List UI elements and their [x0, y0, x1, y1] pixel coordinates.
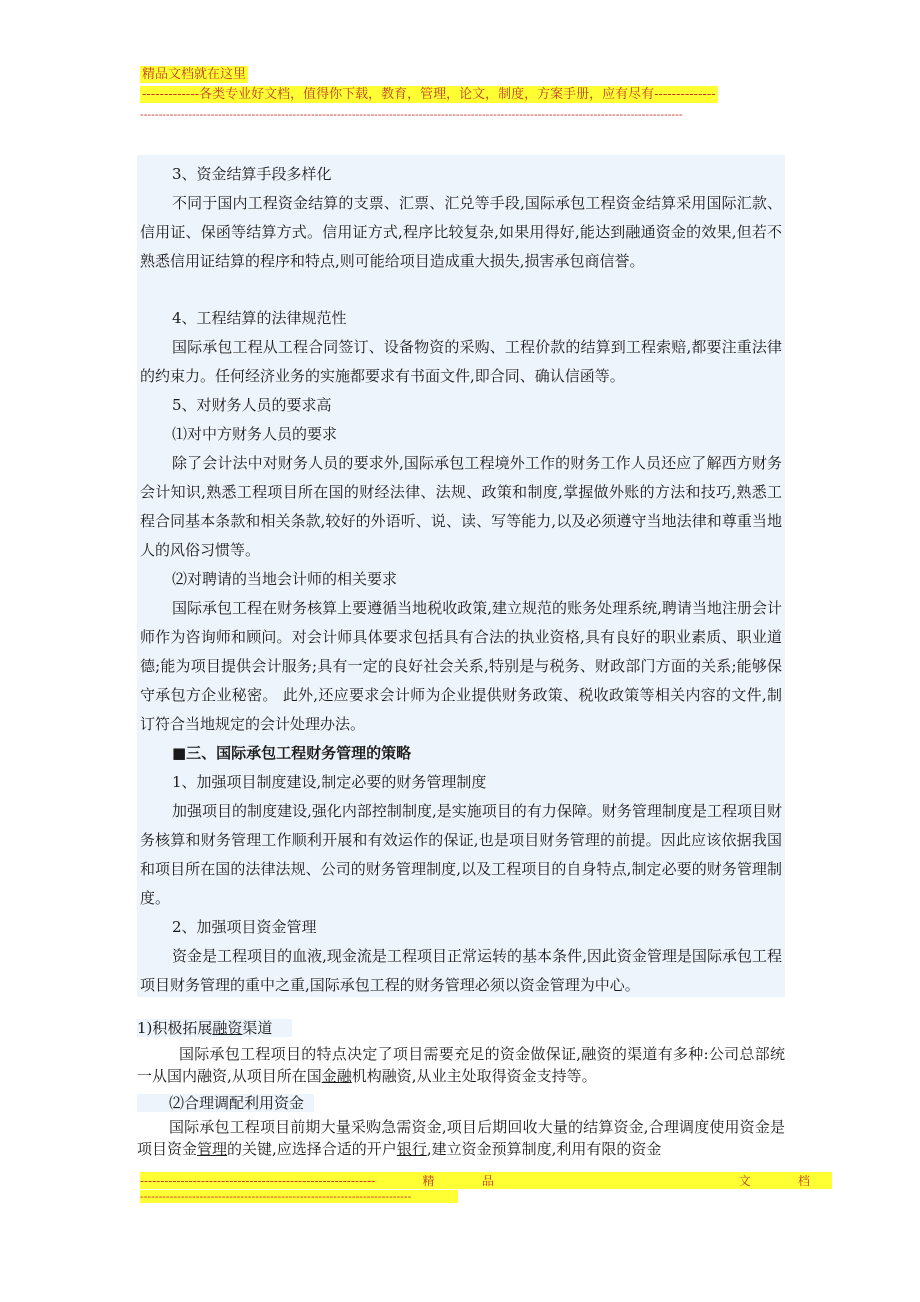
- link-financing[interactable]: 融资: [212, 1019, 243, 1037]
- paragraph-local-accountant: 国际承包工程在财务核算上要遵循当地税收政策,建立规范的账务处理系统,聘请当地注册会计师作为咨询师和顾问。对会计师具体要求包括具有合法的执业资格,具有良好的职业素质、职业道德;能为项目提供会计服务;具有一定的良好社会关系,特别是与税务、财政部门方面的关系;能够保守承包方企业秘密。 此外,还应要求会计师为企业提供财务政策、税收政策等相关内容的文件,制订符合当地规定的会计处理办法。: [140, 599, 782, 733]
- heading-legal-norms: 4、工程结算的法律规范性: [172, 309, 347, 327]
- heading-financing-a: 1)积极拓展: [137, 1019, 213, 1037]
- footer-char-4: 档: [797, 1174, 810, 1188]
- heading-fund-management: 2、加强项目资金管理: [172, 918, 317, 936]
- paragraph-fund-allocation: 国际承包工程项目前期大量采购急需资金,项目后期回收大量的结算资金,合理调度使用资金是项目资金管理的关键,应选择合适的开户银行,建立资金预算制度,利用有限的资金: [137, 1118, 785, 1158]
- section-title-strategies: ■三、国际承包工程财务管理的策略: [172, 744, 412, 762]
- link-management[interactable]: 管理: [197, 1139, 228, 1158]
- footer-char-1: 精: [422, 1174, 435, 1188]
- paragraph-fund-management: 资金是工程项目的血液,现金流是工程项目正常运转的基本条件,因此资金管理是国际承包工程项目财务管理的重中之重,国际承包工程的财务管理必须以资金管理为中心。: [140, 947, 782, 994]
- footer-divider: -------------------------------------------------------------------------: [140, 1190, 458, 1203]
- link-finance[interactable]: 金融: [321, 1066, 352, 1085]
- heading-system-building: 1、加强项目制度建设,制定必要的财务管理制度: [172, 773, 487, 791]
- document-body: [140, 160, 782, 1000]
- header-divider: --------------------------------------------------------------------------------------------------------------------------------------------------: [140, 108, 683, 121]
- header-banner: -------------各类专业好文档，值得你下载，教育，管理，论文，制度，方案手册，应有尽有--------------: [142, 87, 716, 102]
- spacer: [140, 276, 782, 304]
- paragraph-settlement-methods: 不同于国内工程资金结算的支票、汇票、汇兑等手段,国际承包工程资金结算采用国际汇款、信用证、保函等结算方式。信用证方式,程序比较复杂,如果用得好,能达到融通资金的效果,但若不熟悉信用证结算的程序和特点,则可能给项目造成重大损失,损害承包商信誉。: [140, 194, 782, 270]
- heading-settlement-methods: 3、资金结算手段多样化: [172, 165, 332, 183]
- heading-financing-b: 渠道: [242, 1019, 273, 1037]
- heading-fund-allocation: ⑵合理调配利用资金: [137, 1093, 785, 1115]
- paragraph-chinese-staff: 除了会计法中对财务人员的要求外,国际承包工程境外工作的财务工作人员还应了解西方财务会计知识,熟悉工程项目所在国的财经法律、法规、政策和制度,掌握做外账的方法和技巧,熟悉工程合同基本条款和相关条款,较好的外语听、说、读、写等能力,以及必须遵守当地法律和尊重当地人的风俗习惯等。: [140, 454, 782, 559]
- footer-dashes: ----------------------------------------------------------: [140, 1173, 376, 1188]
- paragraph-system-building: 加强项目的制度建设,强化内部控制制度,是实施项目的有力保障。财务管理制度是工程项目财务核算和财务管理工作顺利开展和有效运作的保证,也是项目财务管理的前提。因此应该依据我国和项目所在国的法律法规、公司的财务管理制度,以及工程项目的自身特点,制定必要的财务管理制度。: [140, 802, 782, 907]
- subheading-chinese-staff: ⑴对中方财务人员的要求: [172, 425, 338, 443]
- footer-banner: [140, 1172, 832, 1189]
- paragraph-legal-norms: 国际承包工程从工程合同签订、设备物资的采购、工程价款的结算到工程索赔,都要注重法律的约束力。任何经济业务的实施都要求有书面文件,即合同、确认信函等。: [140, 338, 782, 385]
- heading-staff-requirements: 5、对财务人员的要求高: [172, 396, 332, 414]
- header-title: 精品文档就在这里: [142, 67, 247, 82]
- footer-char-3: 文: [738, 1174, 751, 1188]
- footer-char-2: 品: [481, 1174, 494, 1188]
- heading-financing-channels: [137, 1018, 785, 1040]
- paragraph-financing-channels: 国际承包工程项目的特点决定了项目需要充足的资金做保证,融资的渠道有多种:公司总部统一从国内融资,从项目所在国金融机构融资,从业主处取得资金支持等。: [137, 1045, 785, 1085]
- link-bank[interactable]: 银行: [396, 1139, 427, 1158]
- subheading-local-accountant: ⑵对聘请的当地会计师的相关要求: [172, 570, 398, 588]
